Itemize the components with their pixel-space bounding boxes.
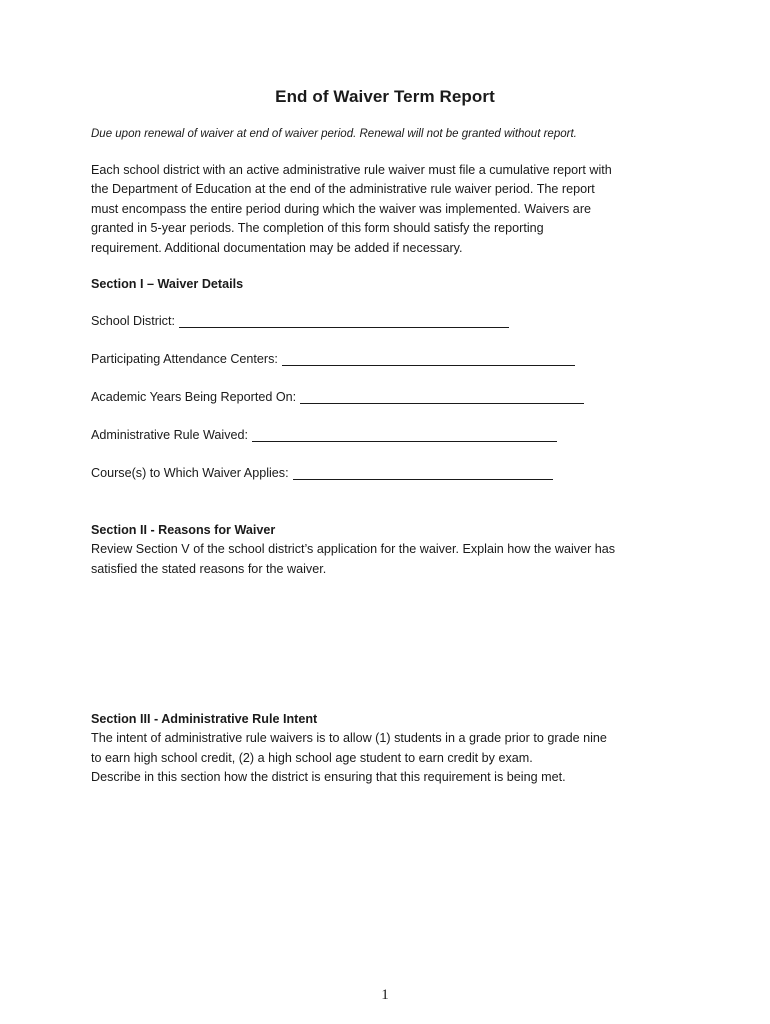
courses-label: Course(s) to Which Waiver Applies: <box>91 466 289 480</box>
section-3-line: to earn high school credit, (2) a high school age student to earn credit by exam. <box>91 750 533 765</box>
school-district-input[interactable] <box>179 314 509 328</box>
school-district-label: School District: <box>91 314 175 328</box>
intro-line: must encompass the entire period during which the waiver was implemented. Waivers are <box>91 201 592 216</box>
page-title: End of Waiver Term Report <box>275 87 495 106</box>
school-district-field <box>91 314 509 328</box>
attendance-centers-label: Participating Attendance Centers: <box>91 352 278 366</box>
courses-input[interactable] <box>293 466 553 480</box>
section-3 <box>91 710 691 788</box>
intro-line: granted in 5-year periods. The completion of this form should satisfy the reporting <box>91 221 544 236</box>
academic-years-label: Academic Years Being Reported On: <box>91 390 297 404</box>
section-2 <box>91 521 691 579</box>
section-3-line: The intent of administrative rule waivers is to allow (1) students in a grade prior to grade nine <box>91 731 607 746</box>
rule-waived-label: Administrative Rule Waived: <box>91 428 249 442</box>
academic-years-field <box>91 390 584 404</box>
courses-field <box>91 466 553 480</box>
intro-paragraph <box>91 161 681 258</box>
attendance-centers-input[interactable] <box>282 352 575 366</box>
section-2-line: satisfied the stated reasons for the waiver. <box>91 561 327 576</box>
section-3-heading: Section III - Administrative Rule Intent <box>91 712 318 726</box>
intro-line: Each school district with an active administrative rule waiver must file a cumulative report with <box>91 163 612 177</box>
rule-waived-field <box>91 428 557 442</box>
section-1-heading: Section I – Waiver Details <box>91 277 244 291</box>
intro-line: the Department of Education at the end of the administrative rule waiver period. The report <box>91 182 595 197</box>
section-2-heading: Section II - Reasons for Waiver <box>91 523 276 537</box>
rule-waived-input[interactable] <box>252 428 557 442</box>
page-subtitle: Due upon renewal of waiver at end of waiver period. Renewal will not be granted without report. <box>91 128 577 140</box>
section-2-line: Review Section V of the school district’s application for the waiver. Explain how the waiver has <box>91 542 616 557</box>
section-3-line: Describe in this section how the district is ensuring that this requirement is being met. <box>91 770 566 785</box>
page-number: 1 <box>381 987 389 1003</box>
attendance-centers-field <box>91 352 575 366</box>
intro-line: requirement. Additional documentation may be added if necessary. <box>91 240 463 255</box>
academic-years-input[interactable] <box>300 390 584 404</box>
